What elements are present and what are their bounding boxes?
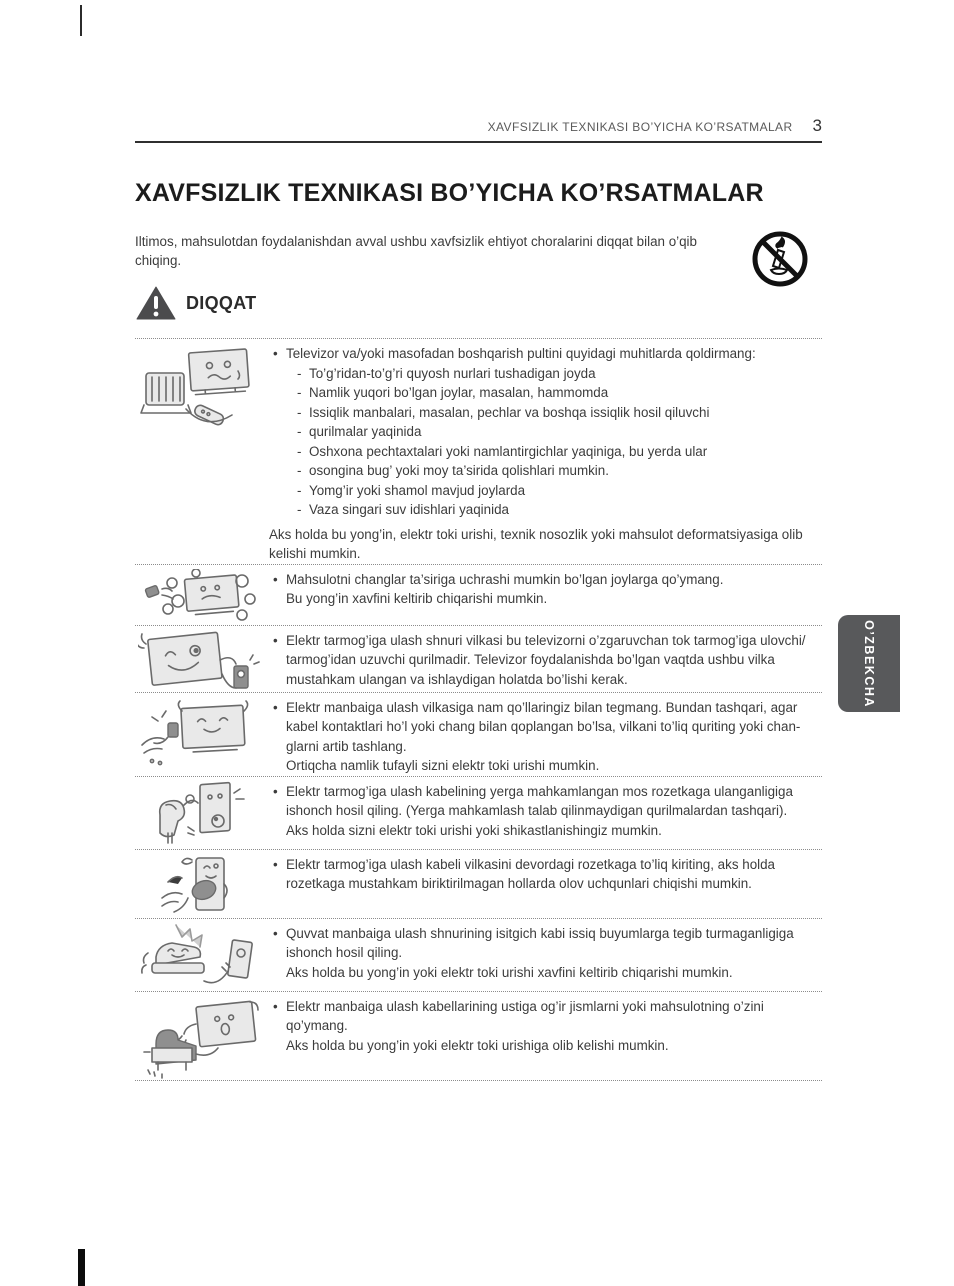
hot-appliance-cord-illustration [135,919,263,991]
insert-plug-fully-illustration [135,850,263,918]
text-line: • Televizor va/yoki masofadan boshqarish pultini quyidagi muhitlarda qoldirmang: [273,346,756,361]
page-header [135,116,822,136]
safety-row-text [263,992,822,1080]
safety-row-environment [135,338,822,564]
text-line: - qurilmalar yaqinida [297,424,422,439]
no-candles-icon [751,230,809,288]
safety-row-text [263,339,822,564]
safety-row-text [263,850,822,918]
text-line: Ortiqcha namlik tufayli sizni elektr toki urishi mumkin. [286,758,600,773]
text-line: - To’g’ridan-to’g’ri quyosh nurlari tushadigan joyda [297,365,596,381]
text-line: • Elektr manbaiga ulash kabellarining ustiga og’ir jismlarni yoki mahsulotning o’zini [273,998,764,1014]
grounded-outlet-illustration [135,777,263,849]
safety-row-text [263,919,822,991]
text-line: mustahkam ulangan va ishlaydigan holatda bo’lishi kerak. [286,671,628,687]
page-number: 3 [812,116,822,135]
running-header-title: XAVFSIZLIK TEXNIKASI BO’YICHA KO’RSATMALAR [487,120,793,134]
text-line: - Yomg’ir yoki shamol mavjud joylarda [297,482,526,498]
crop-mark-top-left [80,5,82,36]
page-content [135,116,822,1081]
text-line: rozetkaga mustahkam biriktirilmagan hollarda olov uchqunlari chiqishi mumkin. [286,876,752,891]
tv-plugging-in-illustration [135,626,263,692]
safety-row-grounding [135,776,822,849]
safety-row-heat-source [135,918,822,991]
text-line: Aks holda bu yong’in yoki elektr toki urishi xavfini keltirib chiqarishi mumkin. [286,964,733,980]
language-tab-label: O’ZBEKCHA [862,619,876,708]
text-line: • Elektr tarmog’iga ulash kabeli vilkasini devordagi rozetkaga to’liq kiriting, aks holda [273,856,776,872]
safety-row-wet-hands [135,692,822,776]
safety-row-text [263,565,822,625]
text-line: Aks holda sizni elektr toki urishi yoki shikastlanishingiz mumkin. [286,822,662,838]
text-line: ishonch hosil qiling. (Yerga mahkamlash talab qilinmaydigan qurilmalardan tashqari). [286,803,788,818]
safety-instruction-list [135,338,822,1081]
safety-row-mains-plug [135,625,822,692]
text-line: Aks holda bu yong’in, elektr toki urishi, texnik nosozlik yoki mahsulot deformatsiyasiga olib [269,526,803,542]
text-line: • Elektr tarmog’iga ulash kabelining yerga mahkamlangan mos rozetkaga ulanganligiga [273,783,793,799]
safety-row-insert-fully [135,849,822,918]
safety-row-heavy-objects [135,991,822,1081]
safety-row-text [263,626,822,692]
header-divider [135,141,822,143]
text-line: tarmog’idan uzuvchi qurilmadir. Televizor foydalanishda bo’lgan vaqtda ushbu vilka [286,652,775,667]
text-line: ishonch hosil qiling. [286,945,403,960]
text-line: - Namlik yuqori bo’lgan joylar, masalan, hammomda [297,385,609,400]
text-line: - Vaza singari suv idishlari yaqinida [297,502,509,517]
text-line: • Elektr tarmog’iga ulash shnuri vilkasi bu televizorni o’zgaruvchan tok tarmog’iga ulovchi/ [273,632,806,648]
page-title: XAVFSIZLIK TEXNIKASI BO’YICHA KO’RSATMALAR [135,179,764,207]
text-line: kelishi mumkin. [269,546,361,561]
text-line: glarni artib tashlang. [286,738,407,754]
safety-row-dust [135,564,822,625]
text-line: • Elektr manbaiga ulash vilkasiga nam qo’llaringiz bilan tegmang. Bundan tashqari, agar [273,699,798,715]
intro-text: Iltimos, mahsulotdan foydalanishdan avval ushbu xavfsizlik ehtiyot choralarini diqqat bilan o’qib chiqing. [135,234,697,268]
warning-heading [135,285,822,321]
text-line: Aks holda bu yong’in yoki elektr toki urishiga olib kelishi mumkin. [286,1037,669,1053]
text-line: • Mahsulotni changlar ta’siriga uchrashi mumkin bo’lgan joylarga qo’ymang. [273,571,724,587]
text-line: qo’ymang. [286,1018,348,1033]
text-line: Bu yong’in xavfini keltirib chiqarishi mumkin. [286,591,548,606]
text-line: kabel kontaktlari ho’l yoki chang bilan qoplangan bo’lsa, vilkani to’liq quriting yoki chan- [286,719,801,734]
text-line: - Issiqlik manbalari, masalan, pechlar va boshqa issiqlik hosil qiluvchi [297,404,710,420]
heavy-object-on-cord-illustration [135,992,263,1080]
dusty-tv-illustration [135,565,263,625]
safety-row-text [263,693,822,776]
warning-triangle-icon [135,285,177,321]
language-tab-uzbek[interactable] [838,615,900,712]
crop-mark-bottom-left [78,1249,85,1286]
tv-heater-remote-illustration [135,339,263,564]
text-line: • Quvvat manbaiga ulash shnurining isitgich kabi issiq buyumlarga tegib turmaganligiga [273,925,794,941]
wet-hands-plug-illustration [135,693,263,776]
safety-row-text [263,777,822,849]
text-line: - Oshxona pechtaxtalari yoki namlantirgichlar yaqiniga, bu yerda ular [297,443,708,459]
text-line: - osongina bug’ yoki moy ta’sirida qolishlari mumkin. [297,463,609,478]
warning-label: DIQQAT [186,292,257,313]
